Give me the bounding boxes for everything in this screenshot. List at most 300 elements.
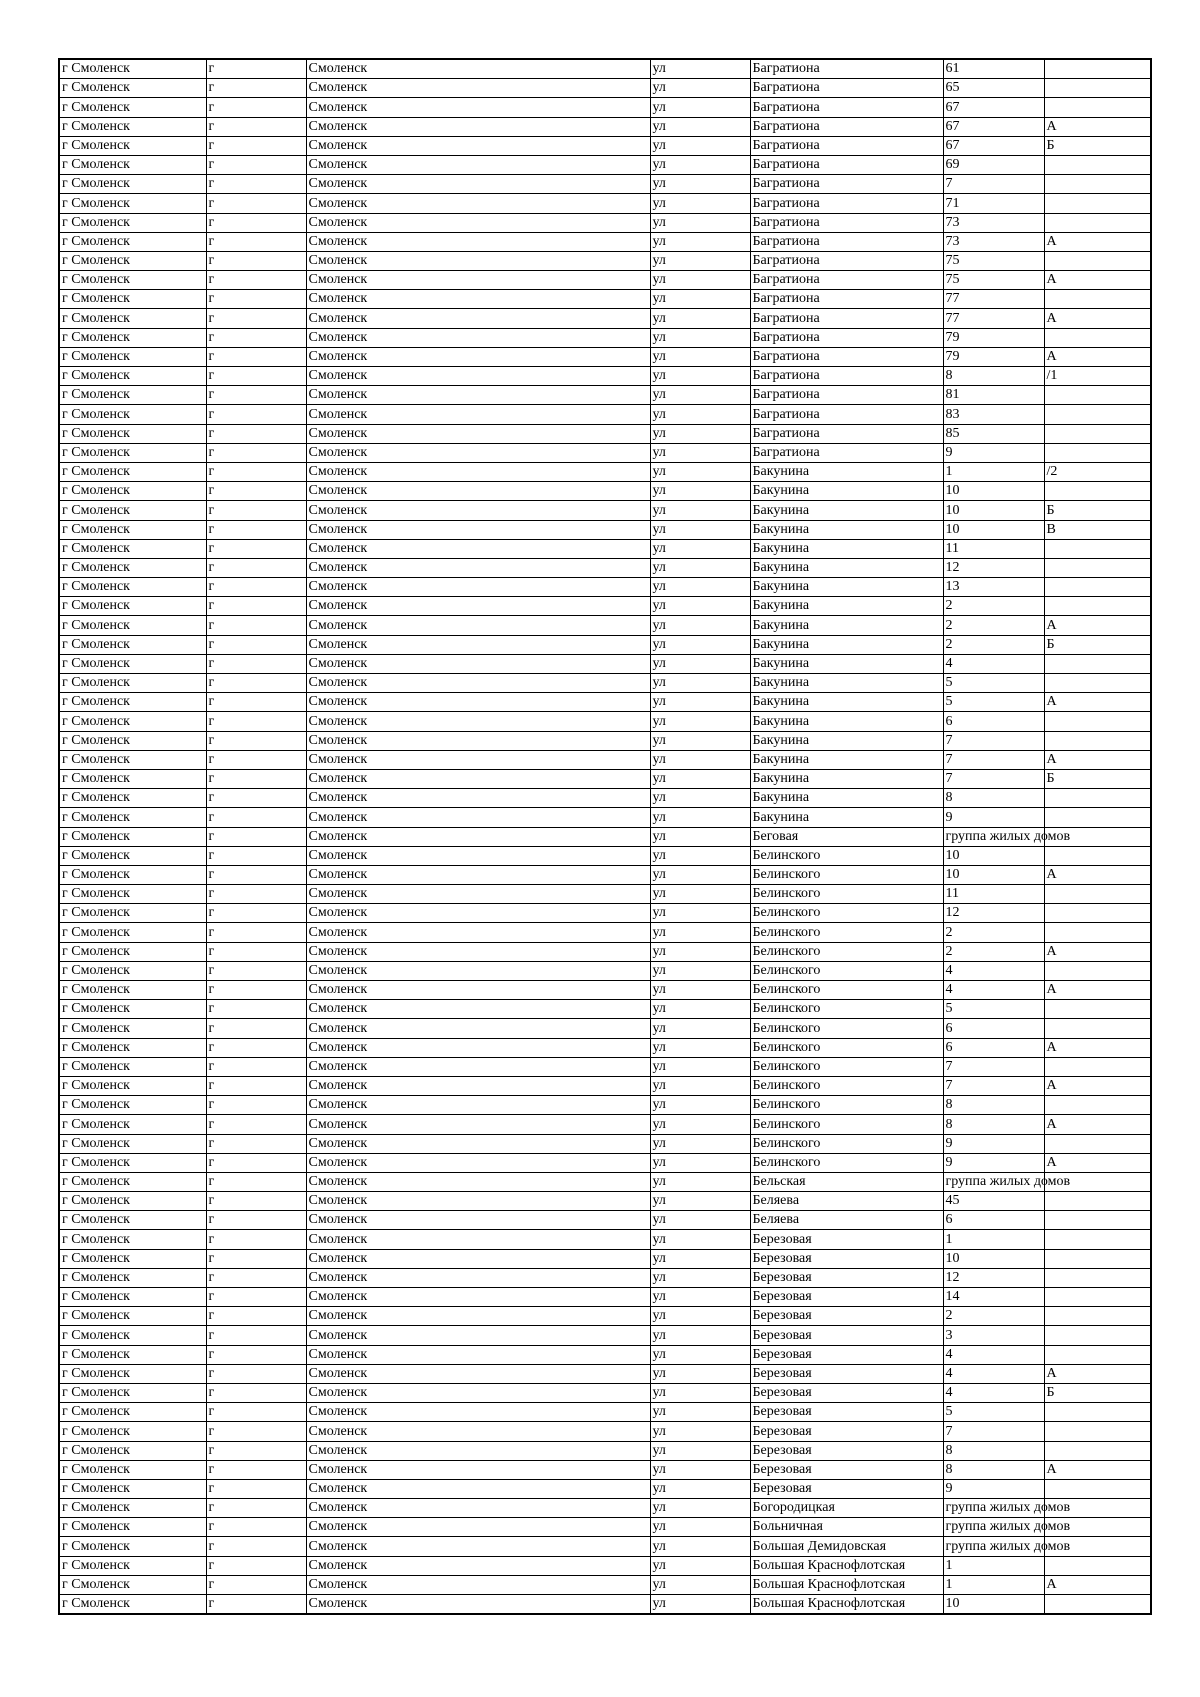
street-name-cell: Бакунина [750, 616, 943, 635]
city-name-cell: Смоленск [306, 290, 650, 309]
building-suffix-cell [1044, 1307, 1151, 1326]
city-name-cell: Смоленск [306, 1038, 650, 1057]
city-name-cell: Смоленск [306, 443, 650, 462]
city-full-cell: г Смоленск [59, 79, 206, 98]
street-name-cell: Белинского [750, 1057, 943, 1076]
city-type-cell: г [206, 155, 306, 174]
building-suffix-cell [1044, 808, 1151, 827]
street-name-cell: Бакунина [750, 597, 943, 616]
house-number-cell: 8 [943, 1096, 1044, 1115]
table-row [59, 1172, 1151, 1191]
house-number-cell: 1 [943, 1556, 1044, 1575]
street-name-cell: Березовая [750, 1460, 943, 1479]
house-number-cell: 13 [943, 578, 1044, 597]
table-row [59, 1000, 1151, 1019]
city-full-cell: г Смоленск [59, 482, 206, 501]
street-name-cell: Багратиона [750, 98, 943, 117]
street-type-cell: ул [650, 1518, 750, 1537]
building-suffix-cell [1044, 1057, 1151, 1076]
table-row [59, 367, 1151, 386]
city-name-cell: Смоленск [306, 232, 650, 251]
city-full-cell: г Смоленск [59, 309, 206, 328]
city-full-cell: г Смоленск [59, 367, 206, 386]
house-number-cell: 2 [943, 923, 1044, 942]
city-name-cell: Смоленск [306, 136, 650, 155]
house-number-cell: 61 [943, 59, 1044, 79]
building-suffix-cell: А [1044, 942, 1151, 961]
building-suffix-cell: А [1044, 347, 1151, 366]
house-number-cell: 2 [943, 597, 1044, 616]
house-number-cell: 3 [943, 1326, 1044, 1345]
street-name-cell: Бакунина [750, 520, 943, 539]
address-table [58, 58, 1152, 1615]
street-type-cell: ул [650, 808, 750, 827]
house-number-cell: 4 [943, 654, 1044, 673]
street-type-cell: ул [650, 1000, 750, 1019]
street-type-cell: ул [650, 923, 750, 942]
building-suffix-cell: /1 [1044, 367, 1151, 386]
city-type-cell: г [206, 597, 306, 616]
house-number-cell: группа жилых домов [943, 1172, 1044, 1191]
building-suffix-cell [1044, 213, 1151, 232]
street-type-cell: ул [650, 558, 750, 577]
street-name-cell: Бакунина [750, 731, 943, 750]
city-full-cell: г Смоленск [59, 1575, 206, 1594]
house-number-cell: 10 [943, 1595, 1044, 1615]
building-suffix-cell [1044, 712, 1151, 731]
city-name-cell: Смоленск [306, 1000, 650, 1019]
city-name-cell: Смоленск [306, 1575, 650, 1594]
city-full-cell: г Смоленск [59, 1096, 206, 1115]
table-row [59, 1115, 1151, 1134]
city-full-cell: г Смоленск [59, 271, 206, 290]
city-name-cell: Смоленск [306, 1383, 650, 1402]
city-full-cell: г Смоленск [59, 674, 206, 693]
city-type-cell: г [206, 539, 306, 558]
street-type-cell: ул [650, 1499, 750, 1518]
city-full-cell: г Смоленск [59, 789, 206, 808]
building-suffix-cell [1044, 175, 1151, 194]
building-suffix-cell [1044, 1249, 1151, 1268]
building-suffix-cell [1044, 597, 1151, 616]
table-row [59, 290, 1151, 309]
table-row [59, 1192, 1151, 1211]
city-name-cell: Смоленск [306, 981, 650, 1000]
table-row [59, 1038, 1151, 1057]
street-type-cell: ул [650, 1268, 750, 1287]
house-number-cell: 5 [943, 674, 1044, 693]
city-type-cell: г [206, 271, 306, 290]
city-name-cell: Смоленск [306, 1479, 650, 1498]
street-type-cell: ул [650, 290, 750, 309]
house-number-cell: 1 [943, 1230, 1044, 1249]
city-full-cell: г Смоленск [59, 1556, 206, 1575]
city-full-cell: г Смоленск [59, 961, 206, 980]
city-full-cell: г Смоленск [59, 597, 206, 616]
street-name-cell: Бакунина [750, 558, 943, 577]
building-suffix-cell [1044, 328, 1151, 347]
street-name-cell: Березовая [750, 1383, 943, 1402]
street-type-cell: ул [650, 175, 750, 194]
building-suffix-cell [1044, 1096, 1151, 1115]
city-name-cell: Смоленск [306, 616, 650, 635]
table-row [59, 1230, 1151, 1249]
table-row [59, 750, 1151, 769]
table-row [59, 1499, 1151, 1518]
table-row [59, 98, 1151, 117]
city-full-cell: г Смоленск [59, 635, 206, 654]
building-suffix-cell [1044, 1595, 1151, 1615]
house-number-cell: 11 [943, 539, 1044, 558]
table-row [59, 808, 1151, 827]
street-name-cell: Березовая [750, 1422, 943, 1441]
building-suffix-cell: А [1044, 1038, 1151, 1057]
city-name-cell: Смоленск [306, 482, 650, 501]
city-full-cell: г Смоленск [59, 1537, 206, 1556]
city-full-cell: г Смоленск [59, 731, 206, 750]
house-number-cell: 11 [943, 885, 1044, 904]
street-type-cell: ул [650, 539, 750, 558]
house-number-cell: 12 [943, 904, 1044, 923]
building-suffix-cell [1044, 674, 1151, 693]
city-name-cell: Смоленск [306, 98, 650, 117]
house-number-cell: 65 [943, 79, 1044, 98]
city-full-cell: г Смоленск [59, 1441, 206, 1460]
house-number-cell: 5 [943, 693, 1044, 712]
table-row [59, 1383, 1151, 1402]
city-type-cell: г [206, 213, 306, 232]
street-type-cell: ул [650, 1019, 750, 1038]
street-name-cell: Белинского [750, 1000, 943, 1019]
house-number-cell: 7 [943, 1422, 1044, 1441]
city-full-cell: г Смоленск [59, 1192, 206, 1211]
street-type-cell: ул [650, 520, 750, 539]
table-row [59, 328, 1151, 347]
city-full-cell: г Смоленск [59, 501, 206, 520]
house-number-cell: 79 [943, 347, 1044, 366]
building-suffix-cell: А [1044, 1575, 1151, 1594]
street-type-cell: ул [650, 79, 750, 98]
table-row [59, 789, 1151, 808]
building-suffix-cell [1044, 1000, 1151, 1019]
street-name-cell: Багратиона [750, 117, 943, 136]
street-type-cell: ул [650, 251, 750, 270]
building-suffix-cell: А [1044, 271, 1151, 290]
house-number-cell: 67 [943, 136, 1044, 155]
building-suffix-cell: А [1044, 117, 1151, 136]
table-row [59, 1595, 1151, 1615]
street-name-cell: Богородицкая [750, 1499, 943, 1518]
street-name-cell: Багратиона [750, 136, 943, 155]
city-full-cell: г Смоленск [59, 654, 206, 673]
city-name-cell: Смоленск [306, 923, 650, 942]
house-number-cell: 10 [943, 1249, 1044, 1268]
city-full-cell: г Смоленск [59, 1422, 206, 1441]
city-type-cell: г [206, 616, 306, 635]
city-full-cell: г Смоленск [59, 1057, 206, 1076]
city-name-cell: Смоленск [306, 827, 650, 846]
street-name-cell: Березовая [750, 1326, 943, 1345]
city-name-cell: Смоленск [306, 251, 650, 270]
city-name-cell: Смоленск [306, 1172, 650, 1191]
street-type-cell: ул [650, 865, 750, 884]
city-type-cell: г [206, 1192, 306, 1211]
street-type-cell: ул [650, 1460, 750, 1479]
building-suffix-cell [1044, 155, 1151, 174]
street-name-cell: Багратиона [750, 328, 943, 347]
street-type-cell: ул [650, 981, 750, 1000]
city-full-cell: г Смоленск [59, 59, 206, 79]
city-name-cell: Смоленск [306, 1518, 650, 1537]
table-row [59, 1364, 1151, 1383]
city-full-cell: г Смоленск [59, 578, 206, 597]
house-number-cell: 10 [943, 501, 1044, 520]
house-number-cell: 77 [943, 290, 1044, 309]
city-full-cell: г Смоленск [59, 1518, 206, 1537]
table-row [59, 194, 1151, 213]
street-type-cell: ул [650, 712, 750, 731]
city-name-cell: Смоленск [306, 520, 650, 539]
city-full-cell: г Смоленск [59, 885, 206, 904]
city-name-cell: Смоленск [306, 558, 650, 577]
city-type-cell: г [206, 117, 306, 136]
table-row [59, 654, 1151, 673]
building-suffix-cell [1044, 961, 1151, 980]
table-row [59, 1403, 1151, 1422]
city-full-cell: г Смоленск [59, 405, 206, 424]
table-row [59, 865, 1151, 884]
city-type-cell: г [206, 290, 306, 309]
street-type-cell: ул [650, 1479, 750, 1498]
street-type-cell: ул [650, 386, 750, 405]
house-number-cell: 12 [943, 1268, 1044, 1287]
table-row [59, 1134, 1151, 1153]
building-suffix-cell: Б [1044, 1383, 1151, 1402]
city-name-cell: Смоленск [306, 1115, 650, 1134]
city-type-cell: г [206, 923, 306, 942]
building-suffix-cell [1044, 1441, 1151, 1460]
city-type-cell: г [206, 1019, 306, 1038]
city-type-cell: г [206, 251, 306, 270]
street-name-cell: Бакунина [750, 808, 943, 827]
table-row [59, 424, 1151, 443]
city-name-cell: Смоленск [306, 539, 650, 558]
city-full-cell: г Смоленск [59, 328, 206, 347]
building-suffix-cell [1044, 789, 1151, 808]
street-name-cell: Березовая [750, 1364, 943, 1383]
street-type-cell: ул [650, 1249, 750, 1268]
street-type-cell: ул [650, 1172, 750, 1191]
building-suffix-cell: Б [1044, 635, 1151, 654]
building-suffix-cell [1044, 1211, 1151, 1230]
house-number-cell: 67 [943, 98, 1044, 117]
city-type-cell: г [206, 1211, 306, 1230]
house-number-cell: 7 [943, 175, 1044, 194]
city-type-cell: г [206, 1518, 306, 1537]
house-number-cell: 5 [943, 1000, 1044, 1019]
street-name-cell: Белинского [750, 1076, 943, 1095]
city-full-cell: г Смоленск [59, 712, 206, 731]
street-type-cell: ул [650, 789, 750, 808]
house-number-cell: 9 [943, 1134, 1044, 1153]
city-name-cell: Смоленск [306, 597, 650, 616]
city-type-cell: г [206, 731, 306, 750]
street-type-cell: ул [650, 616, 750, 635]
city-type-cell: г [206, 175, 306, 194]
city-type-cell: г [206, 1172, 306, 1191]
city-full-cell: г Смоленск [59, 1076, 206, 1095]
city-full-cell: г Смоленск [59, 175, 206, 194]
city-full-cell: г Смоленск [59, 942, 206, 961]
table-row [59, 1153, 1151, 1172]
city-full-cell: г Смоленск [59, 347, 206, 366]
street-type-cell: ул [650, 1192, 750, 1211]
building-suffix-cell [1044, 1345, 1151, 1364]
city-type-cell: г [206, 136, 306, 155]
city-full-cell: г Смоленск [59, 1211, 206, 1230]
city-full-cell: г Смоленск [59, 443, 206, 462]
house-number-cell: 10 [943, 520, 1044, 539]
city-name-cell: Смоленск [306, 846, 650, 865]
building-suffix-cell: Б [1044, 769, 1151, 788]
street-name-cell: Бакунина [750, 750, 943, 769]
city-name-cell: Смоленск [306, 79, 650, 98]
street-type-cell: ул [650, 232, 750, 251]
table-row [59, 1479, 1151, 1498]
house-number-cell: 73 [943, 213, 1044, 232]
street-name-cell: Белинского [750, 1096, 943, 1115]
table-row [59, 1537, 1151, 1556]
street-name-cell: Белинского [750, 904, 943, 923]
street-type-cell: ул [650, 482, 750, 501]
building-suffix-cell [1044, 923, 1151, 942]
table-row [59, 885, 1151, 904]
street-type-cell: ул [650, 693, 750, 712]
street-name-cell: Багратиона [750, 290, 943, 309]
city-full-cell: г Смоленск [59, 251, 206, 270]
city-type-cell: г [206, 1403, 306, 1422]
city-name-cell: Смоленск [306, 1268, 650, 1287]
building-suffix-cell: Б [1044, 501, 1151, 520]
city-name-cell: Смоленск [306, 1249, 650, 1268]
street-type-cell: ул [650, 846, 750, 865]
street-type-cell: ул [650, 731, 750, 750]
street-name-cell: Березовая [750, 1307, 943, 1326]
table-row [59, 693, 1151, 712]
building-suffix-cell: А [1044, 616, 1151, 635]
city-type-cell: г [206, 1153, 306, 1172]
building-suffix-cell: А [1044, 1364, 1151, 1383]
house-number-cell: 73 [943, 232, 1044, 251]
city-full-cell: г Смоленск [59, 1134, 206, 1153]
city-type-cell: г [206, 309, 306, 328]
city-type-cell: г [206, 885, 306, 904]
house-number-cell: 4 [943, 981, 1044, 1000]
city-type-cell: г [206, 1479, 306, 1498]
building-suffix-cell: А [1044, 1115, 1151, 1134]
street-type-cell: ул [650, 885, 750, 904]
street-type-cell: ул [650, 155, 750, 174]
building-suffix-cell: Б [1044, 136, 1151, 155]
street-type-cell: ул [650, 1383, 750, 1402]
house-number-cell: 10 [943, 865, 1044, 884]
city-name-cell: Смоленск [306, 117, 650, 136]
house-number-cell: группа жилых домов [943, 1537, 1044, 1556]
street-type-cell: ул [650, 1307, 750, 1326]
street-type-cell: ул [650, 443, 750, 462]
building-suffix-cell [1044, 443, 1151, 462]
street-name-cell: Бакунина [750, 462, 943, 481]
street-name-cell: Белинского [750, 1115, 943, 1134]
street-name-cell: Беляева [750, 1211, 943, 1230]
street-type-cell: ул [650, 1230, 750, 1249]
city-type-cell: г [206, 712, 306, 731]
table-row [59, 482, 1151, 501]
city-name-cell: Смоленск [306, 750, 650, 769]
building-suffix-cell [1044, 1019, 1151, 1038]
city-type-cell: г [206, 865, 306, 884]
building-suffix-cell [1044, 578, 1151, 597]
address-table-body [59, 59, 1151, 1614]
city-name-cell: Смоленск [306, 1288, 650, 1307]
city-type-cell: г [206, 501, 306, 520]
street-type-cell: ул [650, 213, 750, 232]
building-suffix-cell [1044, 79, 1151, 98]
table-row [59, 501, 1151, 520]
building-suffix-cell [1044, 290, 1151, 309]
building-suffix-cell: А [1044, 865, 1151, 884]
street-type-cell: ул [650, 1537, 750, 1556]
city-type-cell: г [206, 1499, 306, 1518]
house-number-cell: 8 [943, 789, 1044, 808]
city-full-cell: г Смоленск [59, 1326, 206, 1345]
house-number-cell: 5 [943, 1403, 1044, 1422]
city-name-cell: Смоленск [306, 194, 650, 213]
street-name-cell: Бакунина [750, 712, 943, 731]
street-type-cell: ул [650, 405, 750, 424]
city-full-cell: г Смоленск [59, 904, 206, 923]
street-name-cell: Бакунина [750, 578, 943, 597]
house-number-cell: 8 [943, 1441, 1044, 1460]
city-name-cell: Смоленск [306, 1326, 650, 1345]
street-name-cell: Березовая [750, 1249, 943, 1268]
house-number-cell: 2 [943, 616, 1044, 635]
building-suffix-cell: А [1044, 1076, 1151, 1095]
city-type-cell: г [206, 654, 306, 673]
city-type-cell: г [206, 1364, 306, 1383]
table-row [59, 731, 1151, 750]
street-name-cell: Багратиона [750, 424, 943, 443]
table-row [59, 251, 1151, 270]
city-name-cell: Смоленск [306, 1460, 650, 1479]
table-row [59, 213, 1151, 232]
building-suffix-cell [1044, 885, 1151, 904]
street-name-cell: Багратиона [750, 367, 943, 386]
street-name-cell: Багратиона [750, 251, 943, 270]
building-suffix-cell [1044, 251, 1151, 270]
city-name-cell: Смоленск [306, 1211, 650, 1230]
house-number-cell: группа жилых домов [943, 1499, 1044, 1518]
city-type-cell: г [206, 1595, 306, 1615]
building-suffix-cell [1044, 405, 1151, 424]
street-type-cell: ул [650, 1326, 750, 1345]
house-number-cell: 7 [943, 1057, 1044, 1076]
city-type-cell: г [206, 1096, 306, 1115]
building-suffix-cell [1044, 1326, 1151, 1345]
house-number-cell: 8 [943, 1115, 1044, 1134]
city-type-cell: г [206, 1288, 306, 1307]
street-name-cell: Белинского [750, 885, 943, 904]
